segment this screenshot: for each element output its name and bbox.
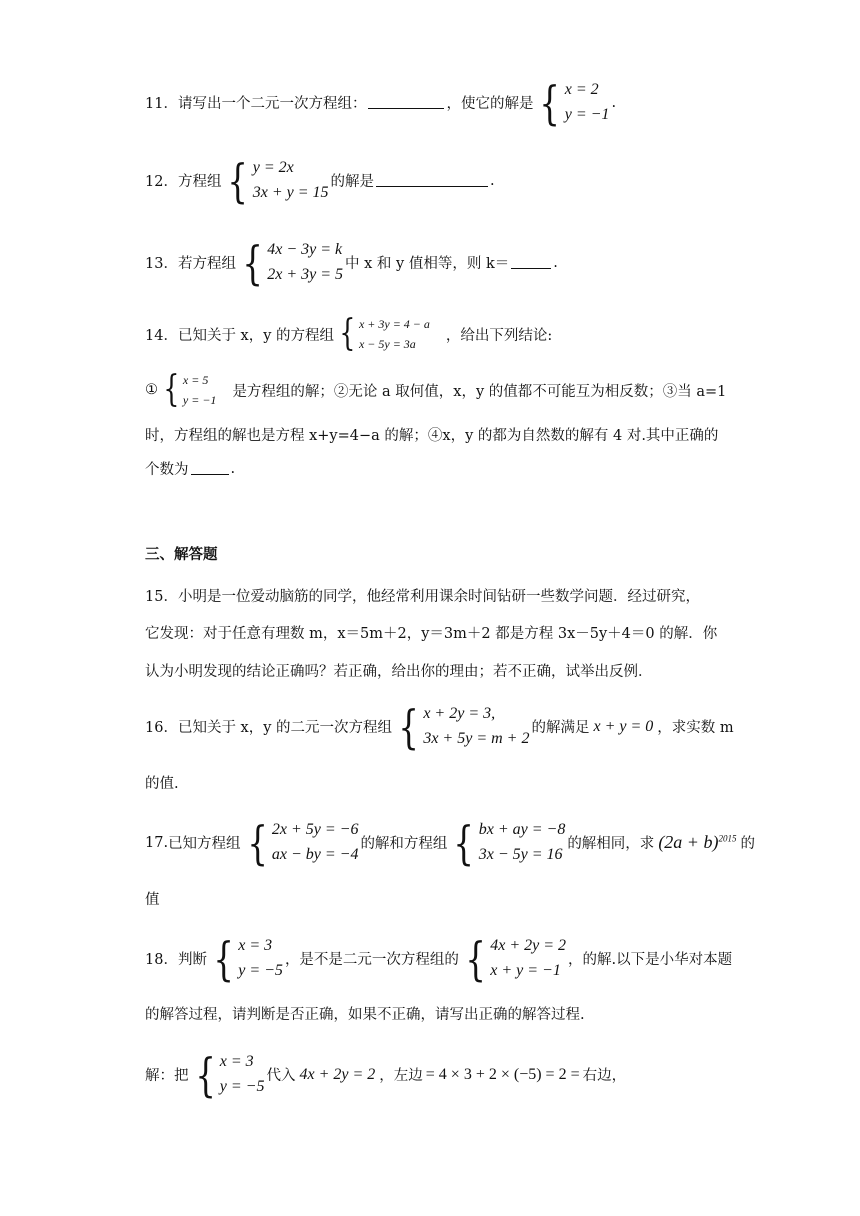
equation-system — [243, 815, 359, 870]
question-text: 的 — [740, 836, 755, 853]
question-text: 已知关于 x，y 的二元一次方程组 — [177, 720, 393, 737]
question-text: 若方程组 — [177, 256, 236, 273]
equation: x = 2 — [564, 81, 599, 98]
question-text: ，是不是二元一次方程组的 — [284, 952, 459, 969]
question-number: 13． — [145, 256, 178, 273]
question-text: 判断 — [177, 952, 207, 969]
question-text: 方程组 — [177, 174, 222, 191]
solution-text: 解：把 — [145, 1068, 189, 1085]
question-text: 值 — [145, 892, 160, 908]
question-18 — [145, 931, 733, 986]
equation-system — [394, 699, 530, 754]
equation-system — [238, 235, 344, 290]
equation: 2x + 5y = −6 — [271, 821, 359, 838]
brace-icon: { — [242, 235, 263, 290]
equation: y = −5 — [238, 961, 283, 979]
brace-icon: { — [163, 369, 180, 411]
question-13 — [145, 235, 558, 290]
equation: 4x + 2y = 2 — [299, 1065, 376, 1083]
equation: y = −5 — [219, 1077, 265, 1095]
period: . — [553, 254, 558, 271]
circled-number: ① — [145, 382, 158, 399]
equation: y = −1 — [564, 105, 610, 123]
answer-blank — [511, 256, 551, 269]
solution-text: 右边， — [582, 1068, 627, 1085]
question-number: 18． — [145, 952, 178, 969]
question-text: ，求实数 m — [657, 720, 734, 737]
question-number: 14． — [145, 327, 178, 344]
equation-system — [461, 931, 567, 986]
period: . — [611, 94, 617, 111]
equation-system — [191, 1047, 265, 1102]
calculation: = 4 × 3 + 2 × (−5) = 2 = — [425, 1065, 580, 1083]
question-number: 17. — [145, 834, 169, 851]
brace-icon: { — [227, 153, 249, 208]
brace-icon: { — [194, 1047, 216, 1102]
equation-system — [209, 931, 283, 986]
question-text: ，使它的解是 — [446, 96, 534, 113]
question-text: ，给出下列结论: — [445, 327, 553, 344]
question-text: 的解满足 — [531, 720, 590, 737]
period: . — [490, 172, 495, 189]
question-18-line-2 — [145, 1003, 585, 1024]
question-18-solution — [145, 1047, 627, 1102]
question-17 — [145, 815, 755, 870]
equation: 3x + 5y = m + 2 — [423, 729, 530, 747]
question-number: 16． — [145, 720, 178, 737]
condition-equation: x + y = 0 — [593, 717, 654, 735]
question-14-line-1 — [145, 370, 726, 411]
equation: x = 3 — [238, 937, 273, 954]
equation-system — [160, 370, 216, 411]
answer-blank — [368, 96, 444, 109]
question-16 — [145, 699, 734, 754]
question-text: 它发现：对于任意有理数 m，x＝5m＋2，y＝3m＋2 都是方程 3x－5y＋4＝0 的解．你 — [145, 626, 718, 642]
period: . — [230, 460, 236, 477]
equation-system — [336, 314, 430, 355]
equation-system — [223, 153, 329, 208]
question-15-line-3 — [145, 660, 653, 681]
question-text: 中 x 和 y 值相等，则 k＝ — [345, 256, 510, 273]
brace-icon: { — [339, 313, 356, 355]
question-number: 11． — [145, 96, 178, 113]
question-14-line-3 — [145, 458, 235, 479]
question-text: 已知关于 x，y 的方程组 — [177, 327, 335, 344]
question-14 — [145, 314, 552, 355]
question-11 — [145, 75, 617, 130]
equation: x − 5y = 3a — [358, 337, 416, 352]
equation: bx + ay = −8 — [478, 821, 566, 838]
expression — [658, 832, 736, 853]
brace-icon: { — [465, 931, 486, 986]
equation: ax − by = −4 — [271, 845, 359, 863]
equation: 3x + y = 15 — [252, 183, 329, 201]
question-12 — [145, 153, 495, 208]
equation: y = −1 — [182, 393, 217, 408]
question-text: 个数为 — [145, 462, 189, 478]
solution-text: ，左边 — [379, 1068, 423, 1085]
equation: x + y = −1 — [490, 961, 561, 979]
question-17-line-2 — [145, 888, 160, 909]
question-15-line-1 — [145, 585, 700, 606]
answer-blank — [376, 174, 488, 187]
solution-text: 代入 — [266, 1068, 296, 1085]
question-text: 是方程组的解；②无论 a 取何值，x，y 的值都不可能互为相反数；③当 a=1 — [232, 383, 727, 400]
question-text: 的解答过程，请判断是否正确，如果不正确，请写出正确的解答过程. — [145, 1007, 585, 1023]
question-text: 请写出一个二元一次方程组： — [177, 96, 367, 113]
equation: 2x + 3y = 5 — [267, 265, 344, 283]
question-15-line-2 — [145, 622, 717, 643]
equation-system — [449, 815, 566, 870]
question-text: 时，方程组的解也是方程 x+y=4−a 的解；④x，y 的都为自然数的解有 4 对.其中正确的 — [145, 428, 719, 444]
equation: 4x − 3y = k — [267, 241, 343, 258]
brace-icon: { — [539, 75, 561, 130]
question-text: 的解是 — [330, 174, 375, 191]
question-16-line-2 — [145, 772, 179, 793]
equation: x = 5 — [182, 373, 209, 387]
equation: 4x + 2y = 2 — [490, 937, 567, 954]
question-text: 的解相同，求 — [567, 836, 655, 853]
question-text: 15．小明是一位爱动脑筋的同学，他经常利用课余时间钻研一些数学问题．经过研究， — [145, 589, 700, 605]
question-14-line-2 — [145, 424, 718, 445]
equation: y = 2x — [252, 159, 294, 176]
brace-icon: { — [213, 931, 234, 986]
question-number: 12． — [145, 174, 178, 191]
question-text: 已知方程组 — [168, 836, 241, 853]
section-heading: 三、解答题 — [145, 547, 218, 563]
question-text: 的值. — [145, 776, 179, 792]
brace-icon: { — [246, 815, 268, 870]
equation: x + 3y = 4 − a — [358, 317, 430, 331]
equation: 3x − 5y = 16 — [478, 845, 563, 863]
question-text: ，的解.以下是小华对本题 — [568, 952, 733, 969]
answer-blank — [191, 462, 229, 475]
exponent: 2015 — [718, 833, 737, 844]
brace-icon: { — [398, 699, 419, 754]
question-text: 的解和方程组 — [360, 836, 448, 853]
brace-icon: { — [453, 815, 475, 870]
equation: x = 3 — [219, 1053, 254, 1070]
expression-base: (2a + b) — [658, 832, 719, 853]
question-text: 认为小明发现的结论正确吗？若正确，给出你的理由；若不正确，试举出反例． — [145, 664, 653, 680]
equation-system — [535, 75, 610, 130]
equation: x + 2y = 3, — [423, 705, 496, 722]
